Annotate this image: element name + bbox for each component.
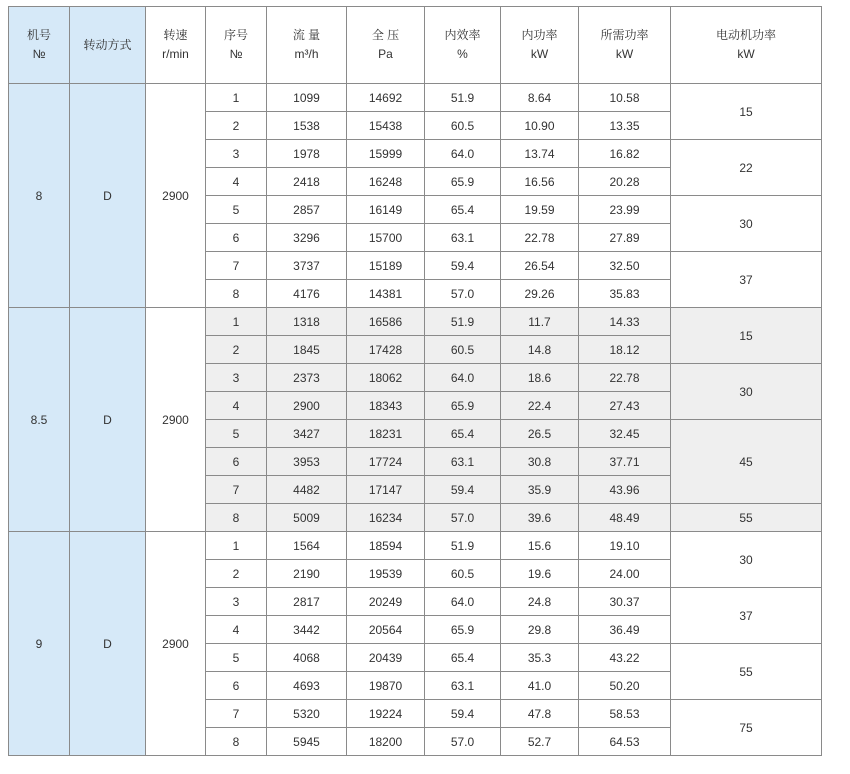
required-power-cell: 48.49: [579, 504, 671, 532]
machine-no-cell: 8.5: [9, 308, 70, 532]
pressure-cell: 17147: [347, 476, 425, 504]
required-power-cell: 13.35: [579, 112, 671, 140]
internal-power-cell: 11.7: [501, 308, 579, 336]
seq-cell: 6: [206, 224, 267, 252]
efficiency-cell: 57.0: [425, 728, 501, 756]
pressure-cell: 19224: [347, 700, 425, 728]
header-seq: 序号 №: [206, 7, 267, 84]
pressure-cell: 15700: [347, 224, 425, 252]
flow-cell: 3953: [267, 448, 347, 476]
flow-cell: 4482: [267, 476, 347, 504]
flow-cell: 3427: [267, 420, 347, 448]
pressure-cell: 15999: [347, 140, 425, 168]
required-power-cell: 24.00: [579, 560, 671, 588]
efficiency-cell: 60.5: [425, 336, 501, 364]
seq-cell: 5: [206, 644, 267, 672]
drive-type-cell: D: [70, 532, 146, 756]
header-internal-power: 内功率 kW: [501, 7, 579, 84]
required-power-cell: 18.12: [579, 336, 671, 364]
pressure-cell: 19539: [347, 560, 425, 588]
internal-power-cell: 16.56: [501, 168, 579, 196]
pressure-cell: 18200: [347, 728, 425, 756]
seq-cell: 6: [206, 672, 267, 700]
speed-cell: 2900: [146, 532, 206, 756]
internal-power-cell: 14.8: [501, 336, 579, 364]
flow-cell: 2418: [267, 168, 347, 196]
efficiency-cell: 63.1: [425, 672, 501, 700]
motor-power-cell: 15: [671, 84, 822, 140]
machine-no-cell: 8: [9, 84, 70, 308]
motor-power-cell: 75: [671, 700, 822, 756]
motor-power-cell: 30: [671, 364, 822, 420]
efficiency-cell: 57.0: [425, 504, 501, 532]
pressure-cell: 18062: [347, 364, 425, 392]
pressure-cell: 17428: [347, 336, 425, 364]
header-speed: 转速 r/min: [146, 7, 206, 84]
flow-cell: 2817: [267, 588, 347, 616]
seq-cell: 1: [206, 308, 267, 336]
required-power-cell: 22.78: [579, 364, 671, 392]
seq-cell: 4: [206, 168, 267, 196]
seq-cell: 8: [206, 504, 267, 532]
seq-cell: 7: [206, 700, 267, 728]
header-efficiency: 内效率 %: [425, 7, 501, 84]
header-motor-power: 电动机功率 kW: [671, 7, 822, 84]
required-power-cell: 32.45: [579, 420, 671, 448]
required-power-cell: 23.99: [579, 196, 671, 224]
flow-cell: 1318: [267, 308, 347, 336]
pressure-cell: 20564: [347, 616, 425, 644]
efficiency-cell: 51.9: [425, 84, 501, 112]
required-power-cell: 20.28: [579, 168, 671, 196]
internal-power-cell: 24.8: [501, 588, 579, 616]
efficiency-cell: 65.9: [425, 392, 501, 420]
pressure-cell: 14381: [347, 280, 425, 308]
internal-power-cell: 39.6: [501, 504, 579, 532]
fan-performance-table: [8, 6, 822, 756]
header-drive-type: 转动方式: [70, 7, 146, 84]
motor-power-cell: 37: [671, 588, 822, 644]
required-power-cell: 32.50: [579, 252, 671, 280]
internal-power-cell: 30.8: [501, 448, 579, 476]
drive-type-cell: D: [70, 308, 146, 532]
internal-power-cell: 22.4: [501, 392, 579, 420]
flow-cell: 1099: [267, 84, 347, 112]
required-power-cell: 10.58: [579, 84, 671, 112]
flow-cell: 2190: [267, 560, 347, 588]
required-power-cell: 16.82: [579, 140, 671, 168]
motor-power-cell: 15: [671, 308, 822, 364]
flow-cell: 1564: [267, 532, 347, 560]
flow-cell: 2900: [267, 392, 347, 420]
internal-power-cell: 19.59: [501, 196, 579, 224]
speed-cell: 2900: [146, 308, 206, 532]
flow-cell: 2373: [267, 364, 347, 392]
table-row: [9, 84, 822, 112]
pressure-cell: 15438: [347, 112, 425, 140]
seq-cell: 4: [206, 392, 267, 420]
internal-power-cell: 8.64: [501, 84, 579, 112]
required-power-cell: 30.37: [579, 588, 671, 616]
flow-cell: 4068: [267, 644, 347, 672]
efficiency-cell: 59.4: [425, 252, 501, 280]
seq-cell: 3: [206, 364, 267, 392]
internal-power-cell: 18.6: [501, 364, 579, 392]
efficiency-cell: 64.0: [425, 588, 501, 616]
pressure-cell: 16248: [347, 168, 425, 196]
required-power-cell: 43.22: [579, 644, 671, 672]
required-power-cell: 27.89: [579, 224, 671, 252]
efficiency-cell: 63.1: [425, 448, 501, 476]
flow-cell: 3296: [267, 224, 347, 252]
efficiency-cell: 65.9: [425, 616, 501, 644]
motor-power-cell: 55: [671, 644, 822, 700]
speed-cell: 2900: [146, 84, 206, 308]
table-body: [9, 84, 822, 756]
internal-power-cell: 15.6: [501, 532, 579, 560]
motor-power-cell: 22: [671, 140, 822, 196]
required-power-cell: 36.49: [579, 616, 671, 644]
pressure-cell: 19870: [347, 672, 425, 700]
internal-power-cell: 26.5: [501, 420, 579, 448]
seq-cell: 6: [206, 448, 267, 476]
pressure-cell: 18231: [347, 420, 425, 448]
motor-power-cell: 30: [671, 196, 822, 252]
pressure-cell: 18594: [347, 532, 425, 560]
efficiency-cell: 65.4: [425, 420, 501, 448]
required-power-cell: 43.96: [579, 476, 671, 504]
internal-power-cell: 22.78: [501, 224, 579, 252]
flow-cell: 2857: [267, 196, 347, 224]
efficiency-cell: 59.4: [425, 700, 501, 728]
required-power-cell: 14.33: [579, 308, 671, 336]
internal-power-cell: 29.26: [501, 280, 579, 308]
efficiency-cell: 63.1: [425, 224, 501, 252]
internal-power-cell: 47.8: [501, 700, 579, 728]
flow-cell: 5945: [267, 728, 347, 756]
pressure-cell: 14692: [347, 84, 425, 112]
required-power-cell: 58.53: [579, 700, 671, 728]
efficiency-cell: 60.5: [425, 560, 501, 588]
seq-cell: 1: [206, 532, 267, 560]
efficiency-cell: 57.0: [425, 280, 501, 308]
table-row: [9, 308, 822, 336]
seq-cell: 2: [206, 560, 267, 588]
seq-cell: 7: [206, 476, 267, 504]
pressure-cell: 16149: [347, 196, 425, 224]
pressure-cell: 18343: [347, 392, 425, 420]
internal-power-cell: 10.90: [501, 112, 579, 140]
seq-cell: 5: [206, 420, 267, 448]
seq-cell: 7: [206, 252, 267, 280]
internal-power-cell: 29.8: [501, 616, 579, 644]
machine-no-cell: 9: [9, 532, 70, 756]
required-power-cell: 35.83: [579, 280, 671, 308]
motor-power-cell: 37: [671, 252, 822, 308]
internal-power-cell: 19.6: [501, 560, 579, 588]
table-row: [9, 532, 822, 560]
motor-power-cell: 30: [671, 532, 822, 588]
motor-power-cell: 45: [671, 420, 822, 504]
pressure-cell: 20249: [347, 588, 425, 616]
flow-cell: 1538: [267, 112, 347, 140]
motor-power-cell: 55: [671, 504, 822, 532]
header-required-power: 所需功率 kW: [579, 7, 671, 84]
internal-power-cell: 52.7: [501, 728, 579, 756]
seq-cell: 8: [206, 280, 267, 308]
pressure-cell: 16586: [347, 308, 425, 336]
pressure-cell: 15189: [347, 252, 425, 280]
efficiency-cell: 65.4: [425, 644, 501, 672]
seq-cell: 5: [206, 196, 267, 224]
required-power-cell: 50.20: [579, 672, 671, 700]
flow-cell: 5009: [267, 504, 347, 532]
seq-cell: 4: [206, 616, 267, 644]
header-machine-no: 机号 №: [9, 7, 70, 84]
pressure-cell: 17724: [347, 448, 425, 476]
header-flow: 流 量 m³/h: [267, 7, 347, 84]
internal-power-cell: 35.9: [501, 476, 579, 504]
internal-power-cell: 35.3: [501, 644, 579, 672]
seq-cell: 2: [206, 112, 267, 140]
flow-cell: 4176: [267, 280, 347, 308]
drive-type-cell: D: [70, 84, 146, 308]
seq-cell: 1: [206, 84, 267, 112]
required-power-cell: 64.53: [579, 728, 671, 756]
efficiency-cell: 65.4: [425, 196, 501, 224]
pressure-cell: 20439: [347, 644, 425, 672]
efficiency-cell: 59.4: [425, 476, 501, 504]
required-power-cell: 19.10: [579, 532, 671, 560]
internal-power-cell: 13.74: [501, 140, 579, 168]
flow-cell: 3442: [267, 616, 347, 644]
efficiency-cell: 64.0: [425, 364, 501, 392]
flow-cell: 4693: [267, 672, 347, 700]
efficiency-cell: 51.9: [425, 308, 501, 336]
flow-cell: 1845: [267, 336, 347, 364]
flow-cell: 1978: [267, 140, 347, 168]
efficiency-cell: 64.0: [425, 140, 501, 168]
required-power-cell: 27.43: [579, 392, 671, 420]
pressure-cell: 16234: [347, 504, 425, 532]
flow-cell: 3737: [267, 252, 347, 280]
efficiency-cell: 65.9: [425, 168, 501, 196]
seq-cell: 3: [206, 140, 267, 168]
efficiency-cell: 51.9: [425, 532, 501, 560]
header-pressure: 全 压 Pa: [347, 7, 425, 84]
seq-cell: 8: [206, 728, 267, 756]
header-row: [9, 7, 822, 84]
internal-power-cell: 26.54: [501, 252, 579, 280]
flow-cell: 5320: [267, 700, 347, 728]
efficiency-cell: 60.5: [425, 112, 501, 140]
internal-power-cell: 41.0: [501, 672, 579, 700]
seq-cell: 3: [206, 588, 267, 616]
seq-cell: 2: [206, 336, 267, 364]
required-power-cell: 37.71: [579, 448, 671, 476]
